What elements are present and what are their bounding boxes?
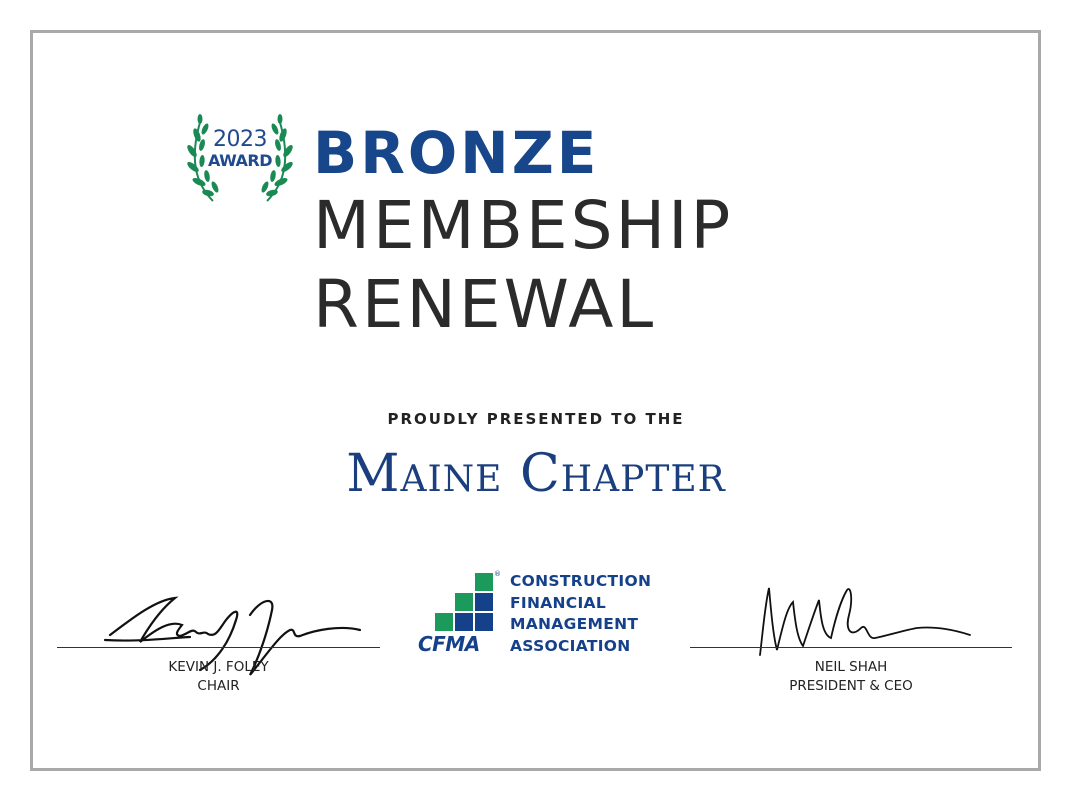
presented-to-text: PROUDLY PRESENTED TO THE bbox=[387, 410, 685, 428]
award-label: AWARD bbox=[207, 151, 273, 170]
recipient-name: Maine Chapter bbox=[346, 444, 726, 504]
logo-line-3: MANAGEMENT bbox=[510, 615, 639, 633]
title-line-2: RENEWAL bbox=[313, 266, 657, 343]
logo-line-1: CONSTRUCTION bbox=[510, 572, 652, 590]
ceo-name: NEIL SHAH bbox=[814, 659, 888, 675]
ceo-signature bbox=[755, 580, 975, 660]
award-level-title: BRONZE bbox=[313, 119, 600, 187]
logo-line-4: ASSOCIATION bbox=[510, 636, 631, 655]
cfma-abbreviation: CFMA bbox=[418, 632, 480, 656]
award-year: 2023 bbox=[213, 127, 267, 152]
ceo-signature-block bbox=[690, 658, 1012, 696]
cfma-organization-name bbox=[510, 571, 651, 657]
ceo-signature-line bbox=[690, 647, 1012, 648]
logo-line-2: FINANCIAL bbox=[510, 593, 607, 612]
title-line-1: MEMBESHIP bbox=[313, 187, 734, 264]
chair-signature-line bbox=[57, 647, 380, 648]
chair-signature-block bbox=[57, 658, 380, 696]
chair-name: KEVIN J. FOLEY bbox=[168, 659, 269, 675]
ceo-title: PRESIDENT & CEO bbox=[789, 678, 913, 694]
registered-mark: ® bbox=[494, 570, 501, 578]
chair-title: CHAIR bbox=[197, 678, 240, 694]
